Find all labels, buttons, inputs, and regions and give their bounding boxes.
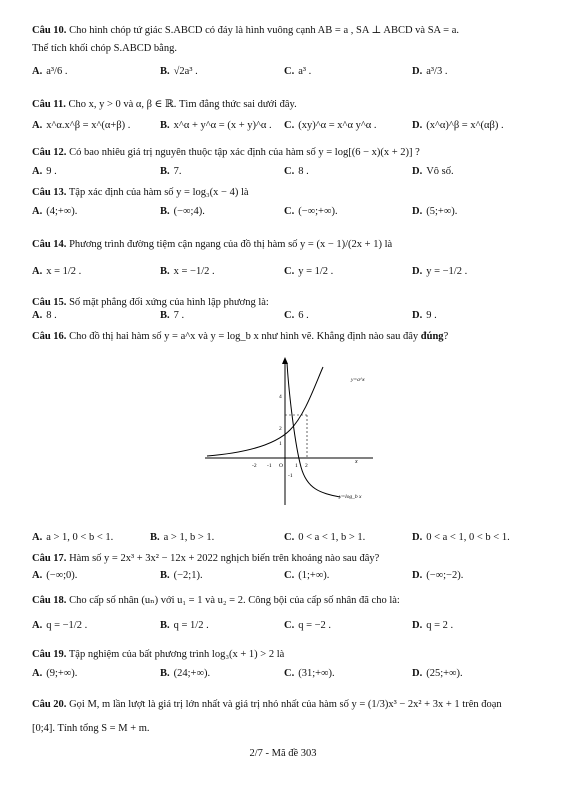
question-10-options <box>32 66 542 82</box>
option-b[interactable]: B. √2a³ . <box>160 66 198 77</box>
option-a[interactable]: A. (9;+∞). <box>32 668 78 679</box>
question-number: Câu 10. <box>32 25 67 36</box>
option-c[interactable]: C. 8 . <box>284 166 309 177</box>
option-c[interactable]: C. a³ . <box>284 66 312 77</box>
question-19-options <box>32 668 542 684</box>
question-17-options <box>32 570 542 586</box>
tick-y-1: 1 <box>279 441 282 447</box>
option-c[interactable]: C. q = −2 . <box>284 620 332 631</box>
question-text: Gọi M, m lần lượt là giá trị lớn nhất và giá trị nhỏ nhất của hàm số y = (1/3)x³ − 2x² + 3x + 1 trên đoạn <box>69 699 502 710</box>
tick-origin: O <box>279 463 283 469</box>
question-12-options <box>32 166 542 182</box>
question-14 <box>32 238 542 252</box>
question-16-options <box>32 532 542 548</box>
question-number: Câu 19. <box>32 649 67 660</box>
question-number: Câu 13. <box>32 187 67 198</box>
option-b[interactable]: B. x = −1/2 . <box>160 266 215 277</box>
option-a[interactable]: A. (4;+∞). <box>32 206 78 217</box>
question-text: Số mặt phẳng đối xứng của hình lập phương là: <box>69 297 269 308</box>
question-text: Có bao nhiêu giá trị nguyên thuộc tập xác định của hàm số y = log[(6 − x)(x + 2)] ? <box>69 147 420 158</box>
option-a[interactable]: A. x^α.x^β = x^(α+β) . <box>32 120 131 131</box>
question-10 <box>32 24 542 38</box>
option-d[interactable]: D. 0 < a < 1, 0 < b < 1. <box>412 532 510 543</box>
question-number: Câu 16. <box>32 331 67 342</box>
option-b[interactable]: B. x^α + y^α = (x + y)^α . <box>160 120 272 131</box>
question-text: Phương trình đường tiệm cận ngang của đồ thị hàm số y = (x − 1)/(2x + 1) là <box>69 239 393 250</box>
option-a[interactable]: A. x = 1/2 . <box>32 266 82 277</box>
option-a[interactable]: A. 8 . <box>32 310 57 321</box>
function-graph <box>205 355 375 505</box>
option-b[interactable]: B. (−∞;4). <box>160 206 205 217</box>
option-c[interactable]: C. 6 . <box>284 310 309 321</box>
option-a[interactable]: A. a > 1, 0 < b < 1. <box>32 532 114 543</box>
y-axis-arrow <box>282 357 288 364</box>
question-text: Tập xác định của hàm số y = log₃(x − 4) là <box>68 187 249 198</box>
option-b[interactable]: B. a > 1, b > 1. <box>150 532 215 543</box>
option-c[interactable]: C. (xy)^α = x^α y^α . <box>284 120 377 131</box>
question-12 <box>32 146 542 160</box>
log-label: y=log_b x <box>339 494 362 500</box>
question-13-options <box>32 206 542 222</box>
option-c[interactable]: C. (31;+∞). <box>284 668 335 679</box>
exponential-curve <box>207 367 323 456</box>
question-text-continued: Thể tích khối chóp S.ABCD bằng. <box>32 43 177 54</box>
question-20 <box>32 698 542 712</box>
option-d[interactable]: D. a³/3 . <box>412 66 448 77</box>
question-19 <box>32 648 542 662</box>
tick-x-1: 1 <box>295 463 298 469</box>
question-17 <box>32 552 542 566</box>
question-text: Cho x, y > 0 và α, β ∈ ℝ. Tìm đẳng thức sai dưới đây. <box>68 99 297 110</box>
option-a[interactable]: A. q = −1/2 . <box>32 620 88 631</box>
question-text: Cho đồ thị hai hàm số y = a^x và y = log_b x như hình vẽ. Khẳng định nào sau đây <box>69 331 419 342</box>
logarithm-curve <box>287 363 340 497</box>
question-11-options <box>32 120 542 136</box>
option-b[interactable]: B. (24;+∞). <box>160 668 211 679</box>
option-a[interactable]: A. (−∞;0). <box>32 570 78 581</box>
question-number: Câu 11. <box>32 99 66 110</box>
question-number: Câu 20. <box>32 699 67 710</box>
x-axis-label: x <box>355 459 358 465</box>
question-text-continued: [0;4]. Tính tổng S = M + m. <box>32 723 150 734</box>
option-c[interactable]: C. (1;+∞). <box>284 570 330 581</box>
option-d[interactable]: D. (−∞;−2). <box>412 570 464 581</box>
question-11 <box>32 98 542 112</box>
option-a[interactable]: A. a³/6 . <box>32 66 68 77</box>
tick-y-neg1: -1 <box>288 473 293 479</box>
question-number: Câu 18. <box>32 595 67 606</box>
option-b[interactable]: B. 7 . <box>160 310 185 321</box>
page-footer: 2/7 - Mã đề 303 <box>249 748 317 759</box>
question-number: Câu 12. <box>32 147 67 158</box>
question-10-line2 <box>32 42 542 56</box>
exp-label: y=a^x <box>351 377 365 383</box>
question-18-options <box>32 620 542 636</box>
option-d[interactable]: D. (x^α)^β = x^(αβ) . <box>412 120 504 131</box>
option-c[interactable]: C. y = 1/2 . <box>284 266 334 277</box>
question-number: Câu 17. <box>32 553 67 564</box>
option-b[interactable]: B. (−2;1). <box>160 570 203 581</box>
question-13 <box>32 186 542 200</box>
tick-x-neg1: -1 <box>267 463 272 469</box>
option-b[interactable]: B. q = 1/2 . <box>160 620 209 631</box>
question-text: Tập nghiệm của bất phương trình log₃(x + 1) > 2 là <box>68 649 285 660</box>
option-c[interactable]: C. 0 < a < 1, b > 1. <box>284 532 366 543</box>
question-15 <box>32 296 542 310</box>
option-d[interactable]: D. (5;+∞). <box>412 206 458 217</box>
option-c[interactable]: C. (−∞;+∞). <box>284 206 338 217</box>
question-number: Câu 14. <box>32 239 67 250</box>
option-d[interactable]: D. q = 2 . <box>412 620 454 631</box>
question-14-options <box>32 266 542 282</box>
option-d[interactable]: D. Vô số. <box>412 166 454 177</box>
question-16: Câu 16. Cho đồ thị hai hàm số y = a^x và y = log_b x như hình vẽ. Khẳng định nào sau đây đúng? <box>32 331 449 342</box>
option-d[interactable]: D. y = −1/2 . <box>412 266 468 277</box>
option-d[interactable]: D. 9 . <box>412 310 437 321</box>
question-18 <box>32 594 542 608</box>
option-a[interactable]: A. 9 . <box>32 166 57 177</box>
question-15-options <box>32 310 542 326</box>
option-d[interactable]: D. (25;+∞). <box>412 668 463 679</box>
tick-x-neg2: -2 <box>252 463 257 469</box>
question-text: Hàm số y = 2x³ + 3x² − 12x + 2022 nghịch biến trên khoảng nào sau đây? <box>69 553 380 564</box>
tick-y-4: 4 <box>279 394 282 400</box>
question-20-line2 <box>32 722 542 736</box>
question-emphasis: đúng <box>420 331 444 342</box>
option-b[interactable]: B. 7. <box>160 166 182 177</box>
question-text: Cho hình chóp tứ giác S.ABCD có đáy là hình vuông cạnh AB = a , SA ⊥ ABCD và SA = a. <box>69 25 459 36</box>
tick-y-2: 2 <box>279 426 282 432</box>
question-number: Câu 15. <box>32 297 67 308</box>
question-text: Cho cấp số nhân (uₙ) với u₁ = 1 và u₂ = 2. Công bội của cấp số nhân đã cho là: <box>69 595 400 606</box>
tick-x-2: 2 <box>305 463 308 469</box>
